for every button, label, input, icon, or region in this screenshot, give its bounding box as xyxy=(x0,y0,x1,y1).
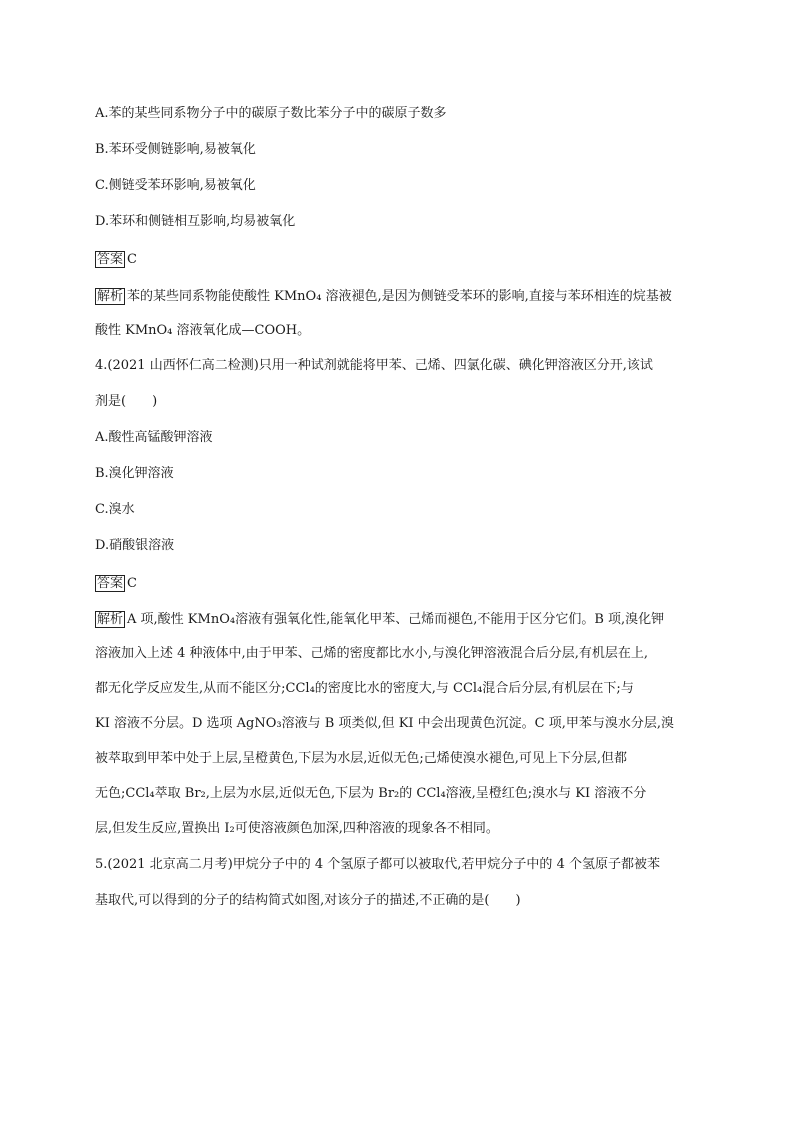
q4-stem-line-2: 剂是( ) xyxy=(95,394,158,409)
q3-option-c: C.侧链受苯环影响,易被氧化 xyxy=(95,178,256,193)
answer-value: C xyxy=(127,576,137,591)
analysis-label: 解析 xyxy=(97,612,124,627)
q3-analysis-line-2: 酸性 KMnO₄ 溶液氧化成—COOH。 xyxy=(95,323,311,338)
q4-analysis-line-4: KI 溶液不分层。D 选项 AgNO₃溶液与 B 项类似,但 KI 中会出现黄色沉淀。C 项,甲苯与溴水分层,溴 xyxy=(95,716,675,731)
q4-analysis-line-5: 被萃取到甲苯中处于上层,呈橙黄色,下层为水层,近似无色;己烯使溴水褪色,可见上下分层,但都 xyxy=(95,751,628,766)
q4-analysis-line-7: 层,但发生反应,置换出 I₂可使溶液颜色加深,四种溶液的现象各不相同。 xyxy=(95,821,499,836)
q4-stem-line-1: 4.(2021 山西怀仁高二检测)只用一种试剂就能将甲苯、己烯、四氯化碳、碘化钾溶液区分开,该试 xyxy=(95,358,653,373)
answer-value: C xyxy=(127,252,137,267)
q4-option-c: C.溴水 xyxy=(95,502,135,517)
q3-option-b: B.苯环受侧链影响,易被氧化 xyxy=(95,142,256,157)
q3-option-a: A.苯的某些同系物分子中的碳原子数比苯分子中的碳原子数多 xyxy=(95,106,447,121)
answer-label: 答案 xyxy=(97,576,124,591)
q4-analysis-line-6: 无色;CCl₄萃取 Br₂,上层为水层,近似无色,下层为 Br₂的 CCl₄溶液,呈橙红色;溴水与 KI 溶液不分 xyxy=(95,786,647,801)
q4-analysis-line-2: 溶液加入上述 4 种液体中,由于甲苯、己烯的密度都比水小,与溴化钾溶液混合后分层,有机层在上, xyxy=(95,646,649,661)
q3-option-d: D.苯环和侧链相互影响,均易被氧化 xyxy=(95,214,296,229)
q4-analysis-line-3: 都无化学反应发生,从而不能区分;CCl₄的密度比水的密度大,与 CCl₄混合后分层,有机层在下;与 xyxy=(95,681,634,696)
answer-label: 答案 xyxy=(97,252,124,267)
q3-answer xyxy=(95,251,715,268)
q4-analysis-line-1 xyxy=(95,611,715,628)
analysis-text: A 项,酸性 KMnO₄溶液有强氧化性,能氧化甲苯、己烯而褪色,不能用于区分它们。B 项,溴化钾 xyxy=(127,612,665,627)
analysis-label: 解析 xyxy=(97,289,124,304)
q5-stem-line-1: 5.(2021 北京高二月考)甲烷分子中的 4 个氢原子都可以被取代,若甲烷分子中的 4 个氢原子都被苯 xyxy=(95,857,660,872)
q3-analysis-line-1 xyxy=(95,288,715,305)
q4-answer xyxy=(95,575,715,592)
q4-option-b: B.溴化钾溶液 xyxy=(95,466,174,481)
analysis-text: 苯的某些同系物能使酸性 KMnO₄ 溶液褪色,是因为侧链受苯环的影响,直接与苯环相连的烷基被 xyxy=(127,289,672,304)
q5-stem-line-2: 基取代,可以得到的分子的结构简式如图,对该分子的描述,不正确的是( ) xyxy=(95,893,521,908)
q4-option-d: D.硝酸银溶液 xyxy=(95,538,175,553)
q4-option-a: A.酸性高锰酸钾溶液 xyxy=(95,430,213,445)
